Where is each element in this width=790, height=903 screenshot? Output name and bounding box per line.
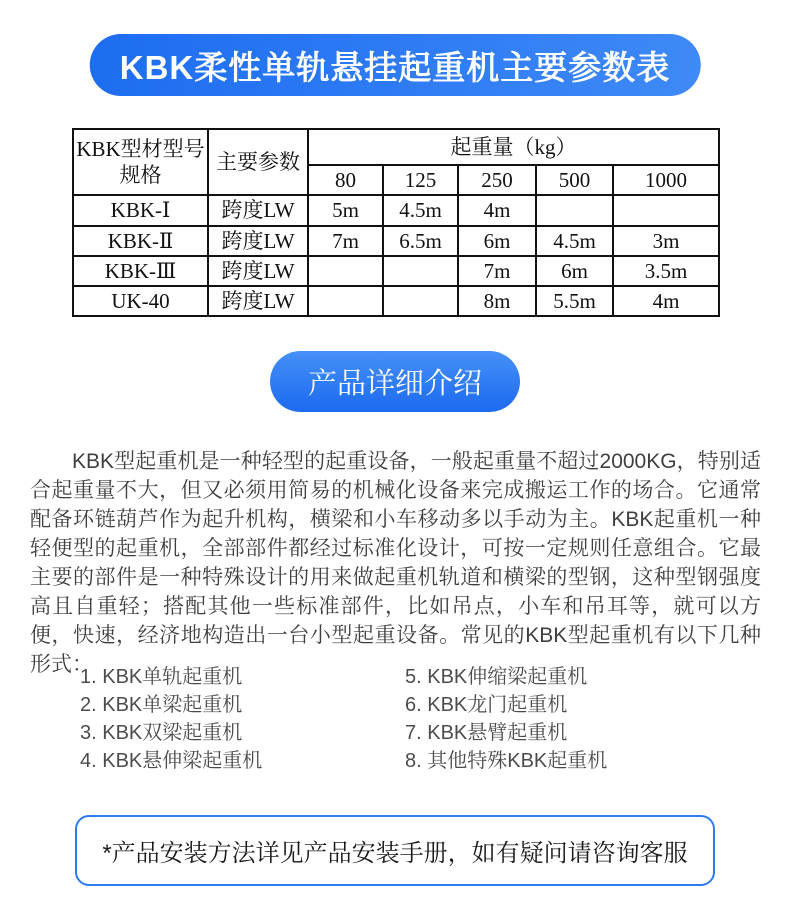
- model-cell: UK-40: [73, 286, 208, 316]
- model-column-header: KBK型材型号规格: [73, 129, 208, 195]
- param-cell: 跨度LW: [208, 226, 308, 256]
- list-item: 6. KBK龙门起重机: [405, 694, 568, 716]
- table-row: [73, 286, 719, 316]
- page-title-banner: [90, 34, 701, 96]
- span-cell: 4.5m: [536, 226, 613, 256]
- model-cell: KBK-Ⅲ: [73, 256, 208, 286]
- span-cell: 4m: [613, 286, 719, 316]
- param-cell: 跨度LW: [208, 286, 308, 316]
- list-item: 3. KBK双梁起重机: [80, 722, 243, 744]
- table-row: [73, 195, 719, 225]
- span-cell: [383, 286, 458, 316]
- list-item: 8. 其他特殊KBK起重机: [405, 750, 608, 772]
- span-cell: [536, 195, 613, 225]
- span-cell: [383, 256, 458, 286]
- table-row: [73, 256, 719, 286]
- list-item: 2. KBK单梁起重机: [80, 694, 243, 716]
- capacity-group-header: 起重量（kg）: [308, 129, 719, 165]
- span-cell: [308, 286, 383, 316]
- param-cell: 跨度LW: [208, 256, 308, 286]
- crane-type-list-left: [80, 663, 405, 775]
- list-item: 1. KBK单轨起重机: [80, 666, 243, 688]
- span-cell: 6m: [458, 226, 536, 256]
- crane-type-lists: [80, 663, 720, 775]
- span-cell: 7m: [458, 256, 536, 286]
- install-notice-box: [75, 815, 715, 886]
- product-detail-section-title: [270, 351, 520, 412]
- list-item: 4. KBK悬伸梁起重机: [80, 750, 263, 772]
- spec-table: [72, 128, 720, 317]
- capacity-header: 125: [383, 165, 458, 195]
- param-column-header: 主要参数: [208, 129, 308, 195]
- intro-paragraph: KBK型起重机是一种轻型的起重设备，一般起重量不超过2000KG，特别适合起重量不大，但又必须用简易的机械化设备来完成搬运工作的场合。它通常配备环链葫芦作为起升机构，横梁和小车移动多以手动为主。KBK起重机一种轻便型的起重机，全部部件都经过标准化设计，可按一定规则任意组合。它最主要的部件是一种特殊设计的用来做起重机轨道和横梁的型钢，这种型钢强度高且自重轻；搭配其他一些标准部件，比如吊点，小车和吊耳等，就可以方便，快速，经济地构造出一台小型起重设备。常见的KBK型起重机有以下几种形式：: [30, 450, 761, 676]
- table-row: [73, 226, 719, 256]
- table-header-row-1: [73, 129, 719, 165]
- span-cell: [308, 256, 383, 286]
- span-cell: 4.5m: [383, 195, 458, 225]
- span-cell: 3m: [613, 226, 719, 256]
- param-cell: 跨度LW: [208, 195, 308, 225]
- list-item: 5. KBK伸缩梁起重机: [405, 666, 588, 688]
- install-notice-text: *产品安装方法详见产品安装手册，如有疑问请咨询客服: [102, 840, 688, 867]
- capacity-header: 1000: [613, 165, 719, 195]
- page-title: KBK柔性单轨悬挂起重机主要参数表: [119, 48, 671, 86]
- list-item: 7. KBK悬臂起重机: [405, 722, 568, 744]
- span-cell: [613, 195, 719, 225]
- span-cell: 6.5m: [383, 226, 458, 256]
- span-cell: 8m: [458, 286, 536, 316]
- capacity-header: 500: [536, 165, 613, 195]
- capacity-header: 250: [458, 165, 536, 195]
- crane-type-list-right: [405, 663, 720, 775]
- span-cell: 7m: [308, 226, 383, 256]
- span-cell: 4m: [458, 195, 536, 225]
- span-cell: 6m: [536, 256, 613, 286]
- span-cell: 5m: [308, 195, 383, 225]
- model-cell: KBK-Ⅱ: [73, 226, 208, 256]
- span-cell: 3.5m: [613, 256, 719, 286]
- model-cell: KBK-Ⅰ: [73, 195, 208, 225]
- capacity-header: 80: [308, 165, 383, 195]
- product-detail-section-label: 产品详细介绍: [307, 368, 482, 400]
- span-cell: 5.5m: [536, 286, 613, 316]
